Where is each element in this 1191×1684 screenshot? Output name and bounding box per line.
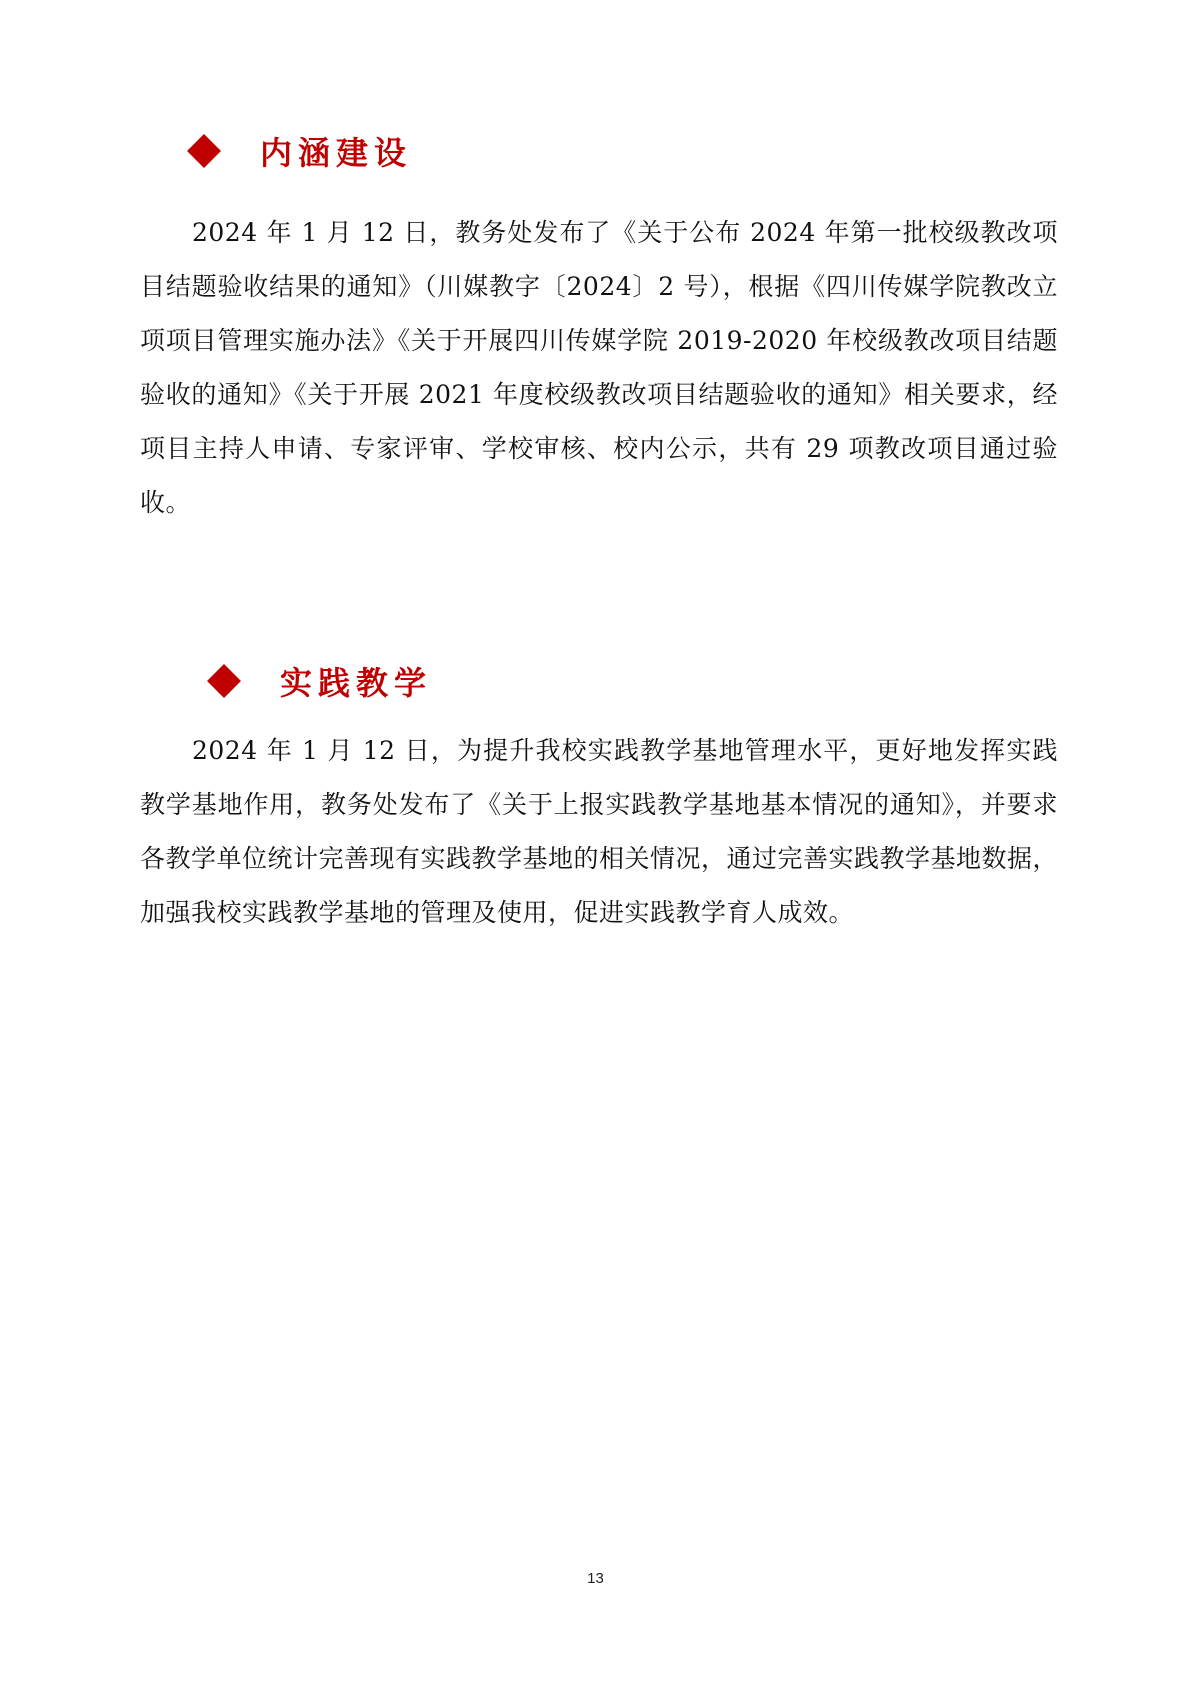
section-heading-shijian — [206, 656, 432, 706]
section-title: 实践教学 — [280, 664, 433, 702]
section-title: 内涵建设 — [260, 134, 413, 172]
diamond-icon — [187, 134, 221, 168]
section-paragraph: 2024 年 1 月 12 日，教务处发布了《关于公布 2024 年第一批校级教改项目结题验收结果的通知》（川媒教字〔2024〕2 号），根据《四川传媒学院教改立项项目管理实施办法》《关于开展四川传媒学院 2019-2020 年校级教改项目结题验收的通知》《关于开展 2021 年度校级教改项目结题验收的通知》相关要求，经项目主持人申请、专家评审、学校审核、校内公示，共有 29 项教改项目通过验收。 — [140, 218, 1058, 517]
diamond-icon — [207, 664, 241, 698]
section-heading-neihan — [186, 126, 412, 176]
page-number: 13 — [587, 1570, 604, 1587]
section-paragraph: 2024 年 1 月 12 日，为提升我校实践教学基地管理水平，更好地发挥实践教学基地作用，教务处发布了《关于上报实践教学基地基本情况的通知》，并要求各教学单位统计完善现有实践教学基地的相关情况，通过完善实践教学基地数据，加强我校实践教学基地的管理及使用，促进实践教学育人成效。 — [140, 736, 1059, 927]
